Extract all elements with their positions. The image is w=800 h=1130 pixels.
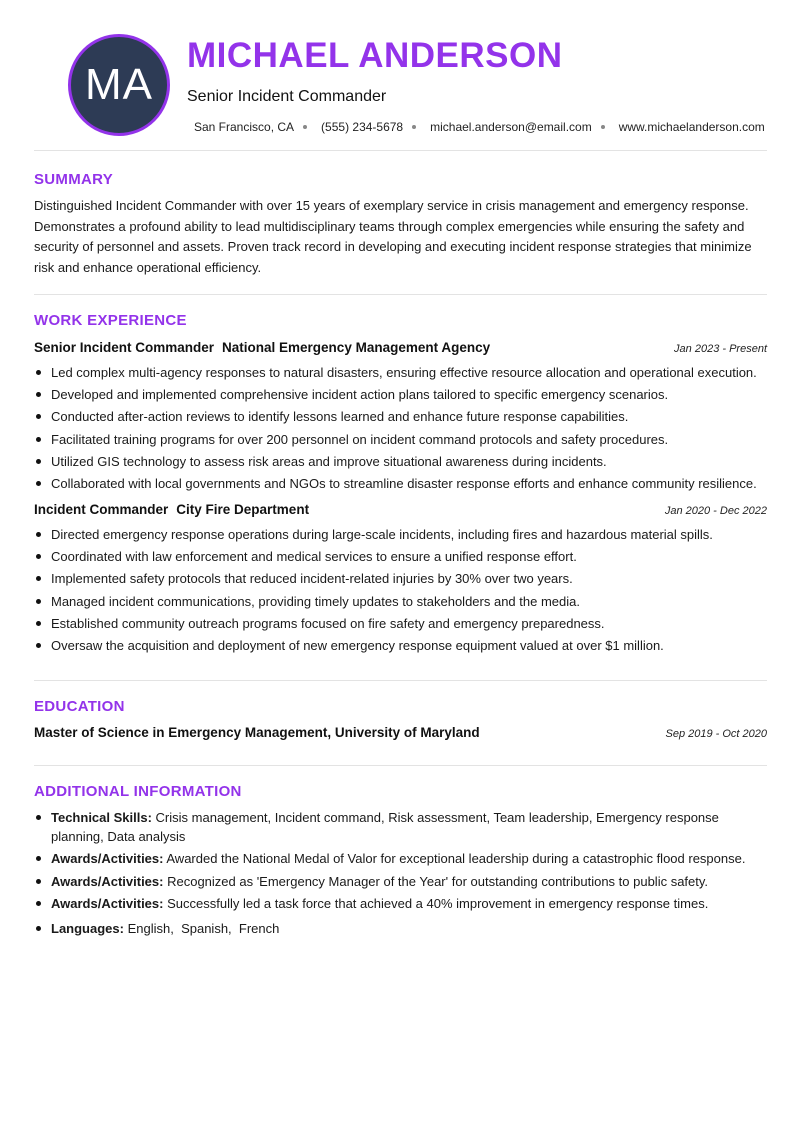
contact-website[interactable]: www.michaelanderson.com (618, 120, 765, 134)
additional-section (34, 766, 767, 938)
item-label: Awards/Activities: (51, 896, 164, 912)
job-entry (34, 501, 767, 655)
list-item (34, 894, 767, 913)
education-dates: Sep 2019 - Oct 2020 (665, 728, 767, 741)
list-item: Managed incident communications, providing timely updates to stakeholders and the media. (34, 592, 767, 611)
list-item (34, 849, 767, 868)
list-item (34, 919, 767, 938)
additional-list (34, 808, 767, 938)
resume-header (34, 0, 767, 150)
education-section (34, 681, 767, 765)
summary-section (34, 151, 767, 294)
separator-dot (303, 125, 307, 129)
item-text: Successfully led a task force that achieved a 40% improvement in emergency response times. (167, 896, 709, 912)
job-company: National Emergency Management Agency (222, 340, 491, 355)
separator-dot (601, 125, 605, 129)
candidate-title: Senior Incident Commander (187, 88, 387, 105)
job-bullets (34, 363, 767, 493)
additional-heading: ADDITIONAL INFORMATION (34, 783, 242, 801)
item-label: Technical Skills: (51, 810, 152, 826)
experience-section (34, 295, 767, 680)
item-label: Awards/Activities: (51, 851, 164, 867)
list-item: Oversaw the acquisition and deployment of new emergency response equipment valued at over $1 million. (34, 636, 767, 655)
item-text: Recognized as 'Emergency Manager of the Year' for outstanding contributions to public safety. (167, 873, 709, 889)
list-item: Coordinated with law enforcement and medical services to ensure a unified response effort. (34, 547, 767, 566)
education-entry (34, 725, 767, 740)
job-header (34, 339, 767, 357)
experience-heading: WORK EXPERIENCE (34, 312, 187, 329)
contact-line (194, 120, 765, 134)
contact-email[interactable]: michael.anderson@email.com (430, 120, 592, 134)
list-item: Facilitated training programs for over 200 personnel on incident command protocols and safety procedures. (34, 430, 767, 449)
list-item: Established community outreach programs focused on fire safety and emergency preparedness. (34, 614, 767, 633)
list-item: Developed and implemented comprehensive incident action plans tailored to specific emergency scenarios. (34, 385, 767, 404)
list-item: Utilized GIS technology to assess risk areas and improve situational awareness during incidents. (34, 452, 767, 471)
list-item (34, 872, 767, 891)
job-role: Incident Commander (34, 501, 169, 517)
item-text: English, Spanish, French (127, 921, 280, 937)
contact-phone: (555) 234-5678 (321, 120, 404, 134)
summary-heading: SUMMARY (34, 171, 114, 188)
job-dates: Jan 2023 - Present (674, 343, 767, 355)
job-header (34, 501, 767, 519)
summary-text: Distinguished Incident Commander with over 15 years of exemplary service in crisis management and emergency response. Demonstrates a profound ability to lead multidisciplinary teams through complex emergencies while ensuring the safety and security of personnel and assets. Proven track record in developing and executing incident response strategies that minimize risk and enhance operational efficiency. (34, 198, 752, 275)
list-item: Led complex multi-agency responses to natural disasters, ensuring effective resource allocation and operational execution. (34, 363, 767, 382)
avatar: MA (68, 34, 170, 136)
item-label: Languages: (51, 921, 124, 937)
item-text: Crisis management, Incident command, Risk assessment, Team leadership, Emergency response planning, Data analysis (51, 810, 719, 845)
job-bullets (34, 525, 767, 655)
job-heading (34, 339, 490, 357)
list-item: Conducted after-action reviews to identify lessons learned and enhance future response capabilities. (34, 407, 767, 426)
job-heading (34, 501, 309, 519)
list-item: Directed emergency response operations during large-scale incidents, including fires and hazardous material spills. (34, 525, 767, 544)
job-company: City Fire Department (176, 501, 310, 517)
job-dates: Jan 2020 - Dec 2022 (664, 504, 767, 517)
education-heading: EDUCATION (34, 698, 125, 716)
item-label: Awards/Activities: (51, 873, 164, 889)
job-role: Senior Incident Commander (34, 340, 215, 355)
education-degree: Master of Science in Emergency Management, University of Maryland (34, 725, 480, 741)
separator-dot (412, 125, 416, 129)
item-text: Awarded the National Medal of Valor for exceptional leadership during a catastrophic flood response. (166, 851, 746, 867)
contact-location: San Francisco, CA (194, 120, 295, 134)
list-item (34, 808, 767, 846)
list-item: Collaborated with local governments and NGOs to streamline disaster response efforts and enhance community resilience. (34, 474, 767, 493)
list-item: Implemented safety protocols that reduced incident-related injuries by 30% over two years. (34, 569, 767, 588)
job-entry (34, 339, 767, 493)
candidate-name: MICHAEL ANDERSON (187, 36, 563, 75)
